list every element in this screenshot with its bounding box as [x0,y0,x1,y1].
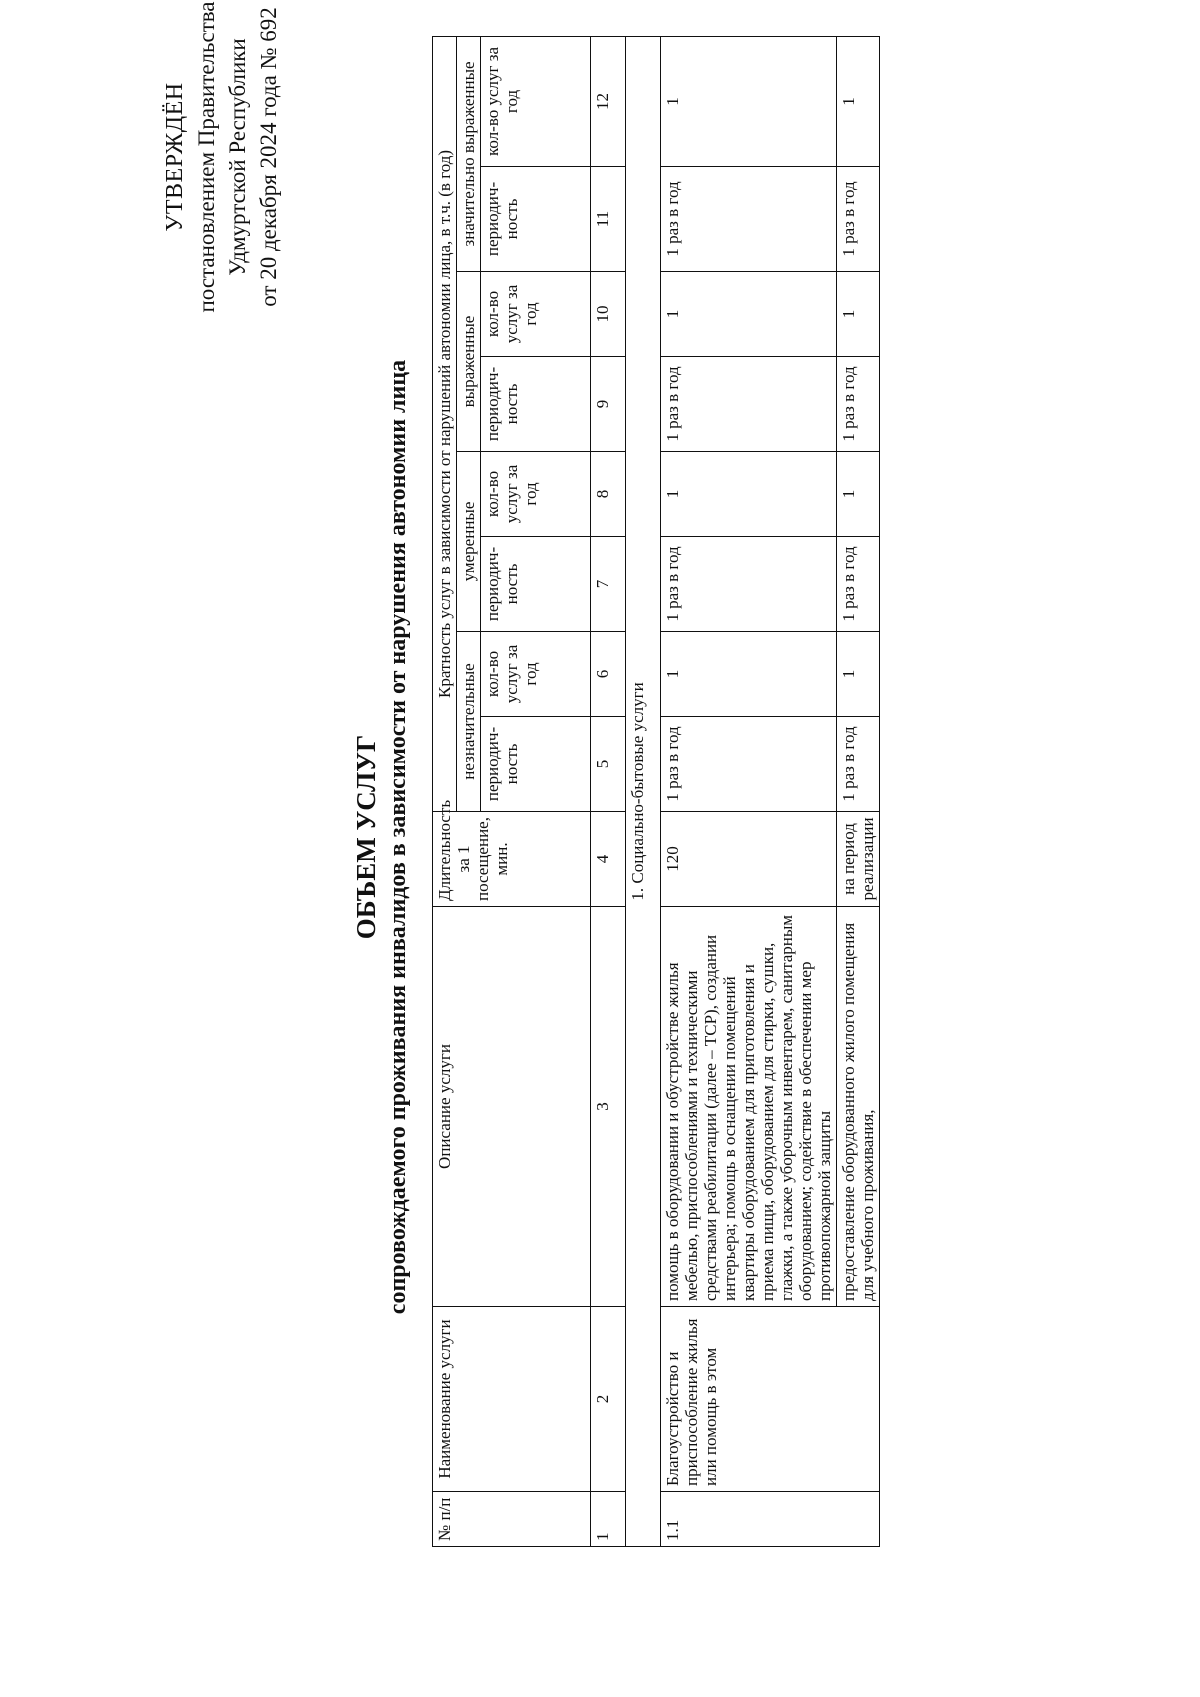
row-duration: на период реализации [837,812,880,907]
approval-heading: УТВЕРЖДЁН [162,82,188,232]
row-count-severe: 1 [661,272,837,357]
approval-line-4: от 20 декабря 2024 года № 692 [256,7,281,307]
header-count: кол-во услуг за год [481,632,591,717]
header-periodicity: периодич-ность [481,537,591,632]
row-duration: 120 [661,812,837,907]
row-count-severe: 1 [837,272,880,357]
header-level-moderate: умеренные [457,452,481,632]
row-description: помощь в оборудовании и обустройстве жилья мебелью, приспособлениями и техническими средствами реабилитации (далее – ТСР), создании интерьера; помощь в оснащении помещений квартиры оборудованием для приготовления и приема пищи, оборудованием для стирки, сушки, глажки, а также уборочным инвентарем, санитарным оборудованием; содействие в обеспечении мер противопожарной защиты [661,907,837,1307]
header-count: кол-во услуг за год [481,452,591,537]
row-periodicity-severe: 1 раз в год [837,357,880,452]
row-periodicity-very-severe: 1 раз в год [661,167,837,272]
row-service-name: Благоустройство и приспособление жилья или помощь в этом [661,1307,880,1492]
column-number: 9 [591,357,626,452]
header-count: кол-во услуг за год [481,272,591,357]
header-level-very-severe: значительно выраженные [457,36,481,271]
column-number-row [591,36,626,1546]
header-duration: Длительность за 1 посещение, мин. [433,812,591,907]
row-count-moderate: 1 [661,452,837,537]
row-periodicity-severe: 1 раз в год [661,357,837,452]
row-periodicity-minor: 1 раз в год [661,717,837,812]
services-table [432,36,880,1547]
row-count-minor: 1 [837,632,880,717]
row-periodicity-moderate: 1 раз в год [661,537,837,632]
column-number: 5 [591,717,626,812]
header-row-1 [433,36,457,1546]
header-name: Наименование услуги [433,1307,591,1492]
column-number: 2 [591,1307,626,1492]
section-title: 1. Социально-бытовые услуги [626,36,661,1546]
table-row [661,36,837,1546]
header-description: Описание услуги [433,907,591,1307]
row-description: предоставление оборудованного жилого помещения для учебного проживания, [837,907,880,1307]
column-number: 3 [591,907,626,1307]
row-periodicity-minor: 1 раз в год [837,717,880,812]
header-periodicity: периодич-ность [481,167,591,272]
header-count: кол-во услуг за год [481,36,591,166]
header-periodicity: периодич-ность [481,357,591,452]
column-number: 10 [591,272,626,357]
header-level-severe: выраженные [457,272,481,452]
column-number: 4 [591,812,626,907]
column-number: 1 [591,1492,626,1547]
row-periodicity-very-severe: 1 раз в год [837,167,880,272]
row-count-minor: 1 [661,632,837,717]
column-number: 7 [591,537,626,632]
header-level-minor: незначительные [457,632,481,812]
column-number: 11 [591,167,626,272]
column-number: 6 [591,632,626,717]
column-number: 8 [591,452,626,537]
approval-line-2: постановлением Правительства [194,1,219,313]
section-row [626,36,661,1546]
title-subtitle: сопровождаемого проживания инвалидов в зависимости от нарушения автономии лица [385,359,411,1315]
header-frequency: Кратность услуг в зависимости от нарушений автономии лица, в т.ч. (в год) [433,36,457,811]
row-periodicity-moderate: 1 раз в год [837,537,880,632]
header-num: № п/п [433,1492,591,1547]
row-num: 1.1 [661,1492,880,1547]
row-count-very-severe: 1 [661,36,837,166]
document-title [350,137,413,1537]
row-count-very-severe: 1 [837,36,880,166]
row-count-moderate: 1 [837,452,880,537]
header-periodicity: периодич-ность [481,717,591,812]
column-number: 12 [591,36,626,166]
title-main: ОБЪЕМ УСЛУГ [351,734,381,940]
approval-line-3: Удмуртской Республики [225,38,250,276]
approval-stamp [160,0,284,317]
